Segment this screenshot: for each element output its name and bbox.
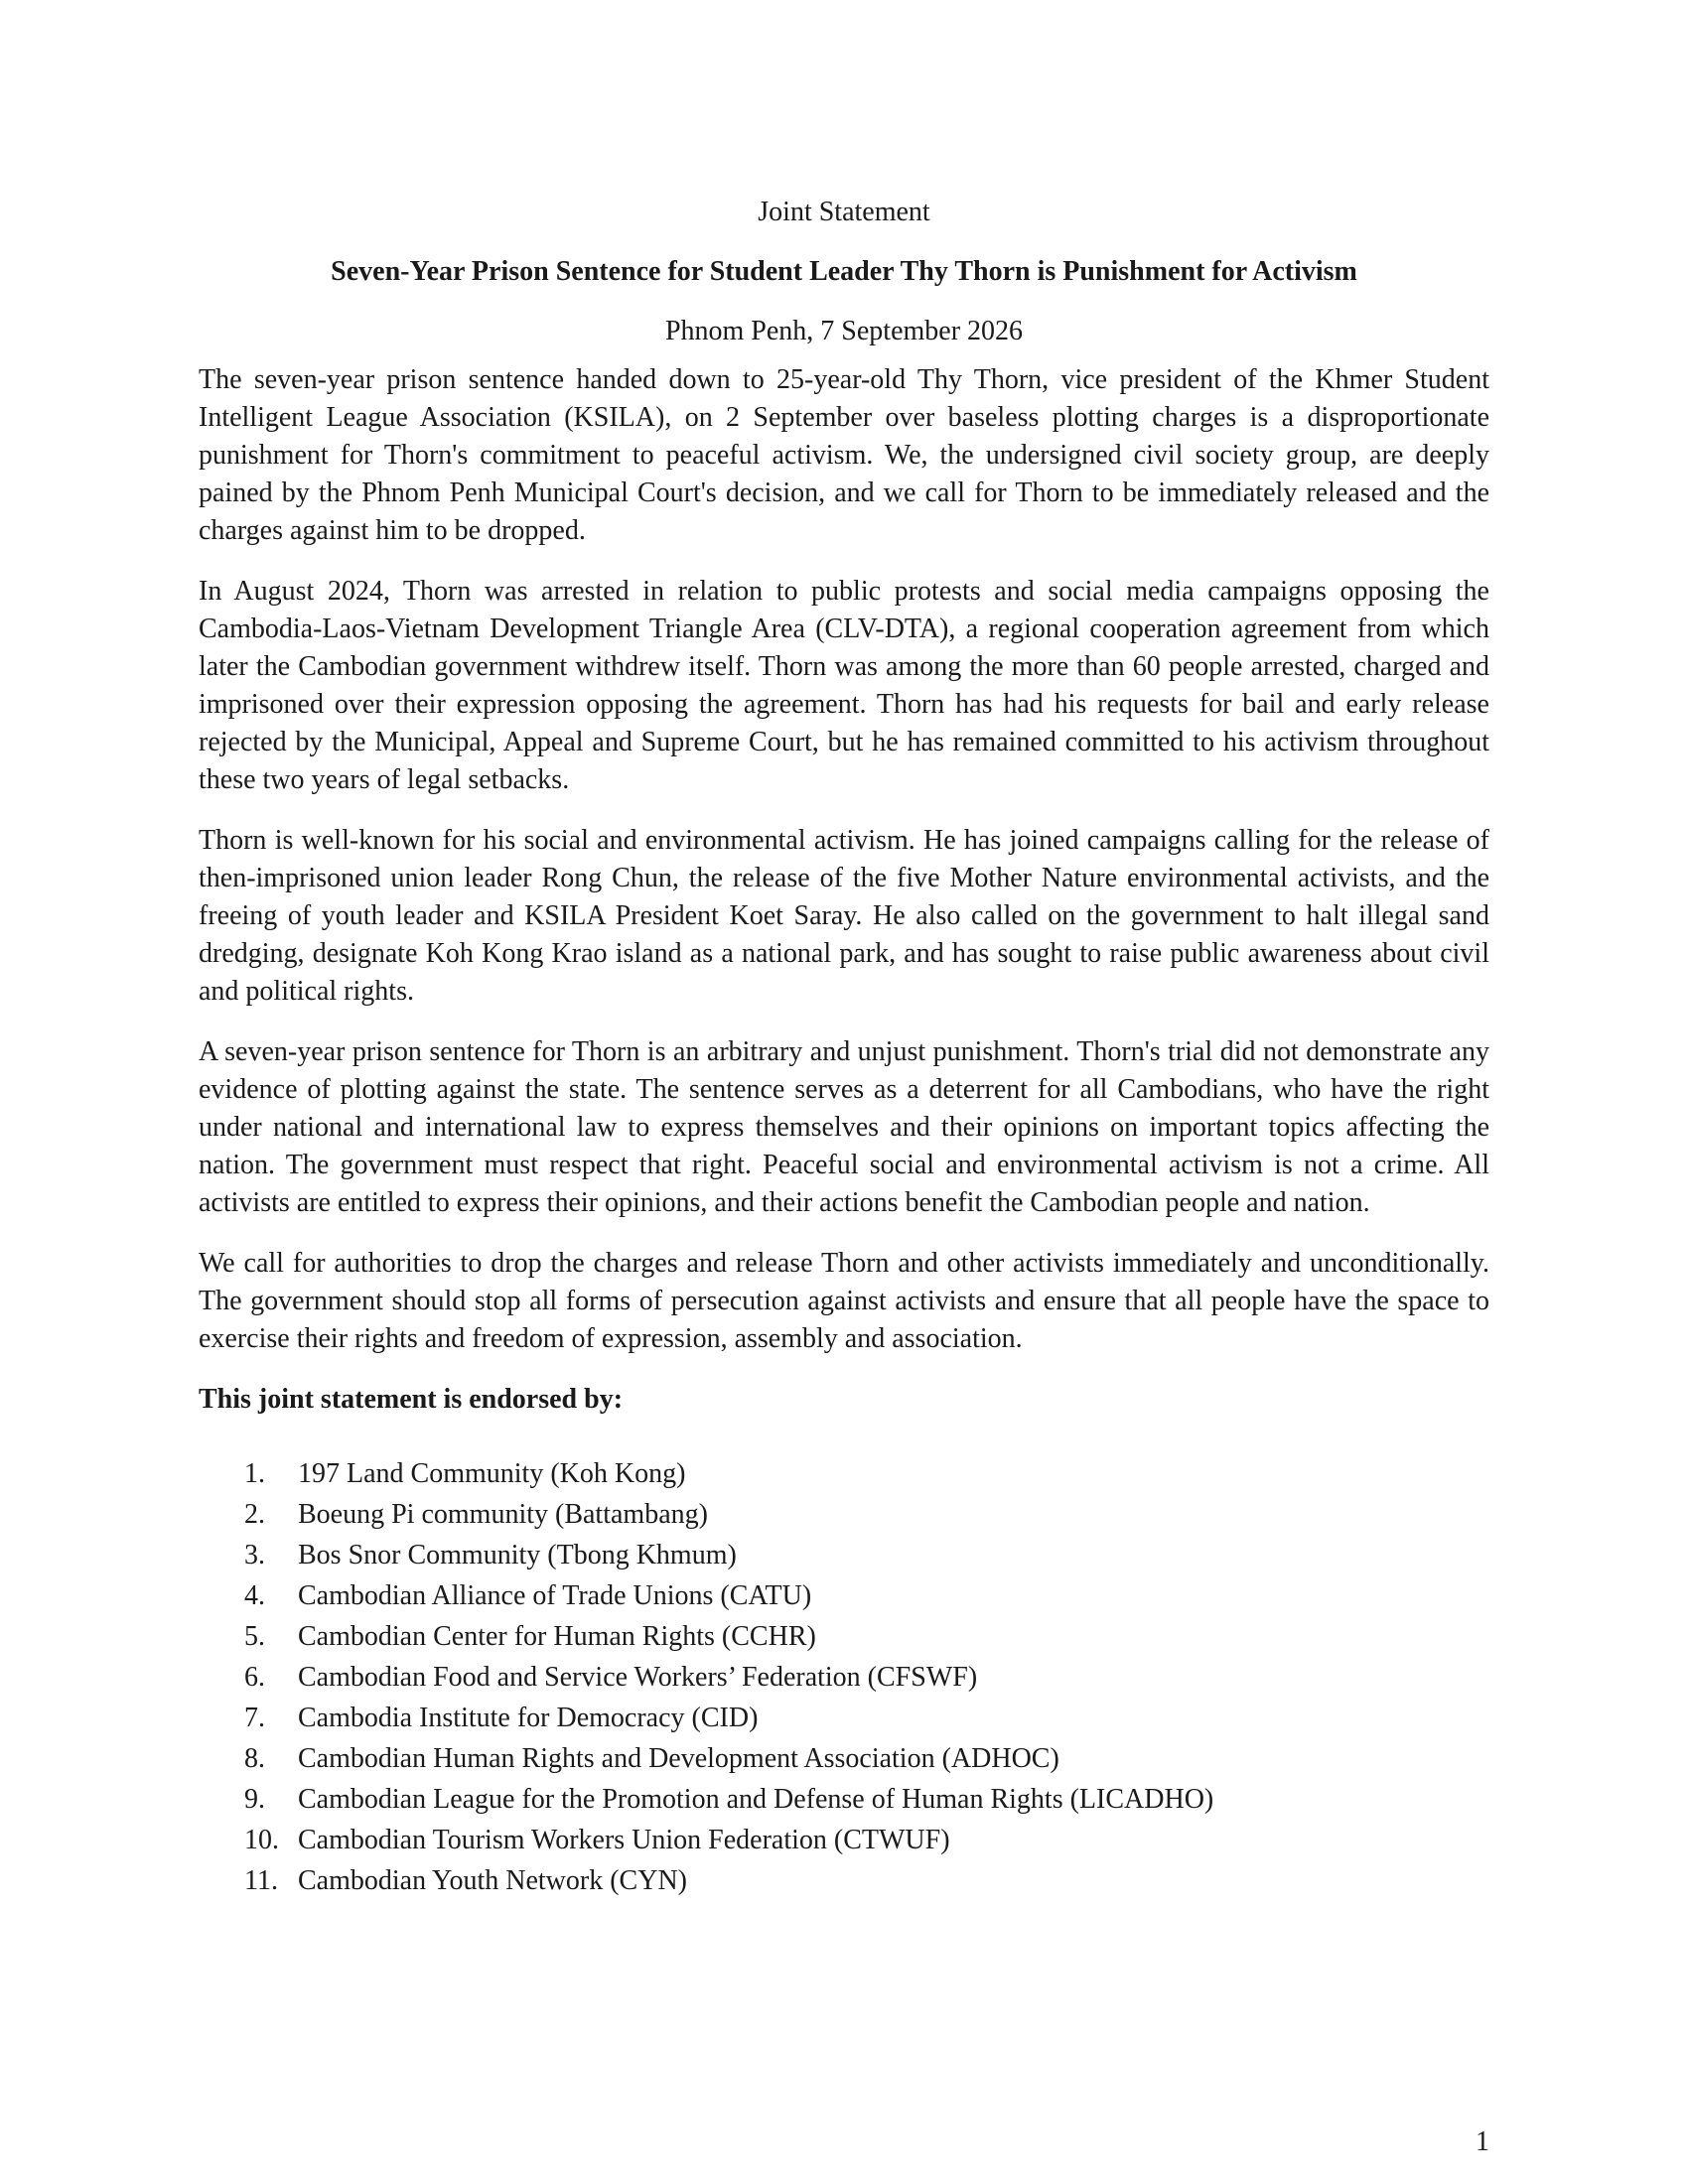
document-page xyxy=(199,195,1489,1901)
endorser-name: Cambodian Alliance of Trade Unions (CATU) xyxy=(298,1580,812,1611)
list-number: 8. xyxy=(244,1743,265,1774)
endorser-name: 197 Land Community (Koh Kong) xyxy=(298,1458,686,1489)
list-item xyxy=(244,1779,1489,1820)
endorsement-heading: This joint statement is endorsed by: xyxy=(199,1384,624,1415)
list-item xyxy=(244,1616,1489,1657)
paragraph-1: The seven-year prison sentence handed down to 25-year-old Thy Thorn, vice president of the Khmer Student Intelligent League Association (KSILA), on 2 September over baseless plotting charges is a disproportionate punishment for Thorn's commitment to peaceful activism. We, the undersigned civil society group, are deeply pained by the Phnom Penh Municipal Court's decision, and we call for Thorn to be immediately released and the charges against him to be dropped. xyxy=(199,364,1489,546)
list-item xyxy=(244,1535,1489,1575)
paragraph-5: We call for authorities to drop the charges and release Thorn and other activists immediately and unconditionally. The government should stop all forms of persecution against activists and ensure that all people have the space to exercise their rights and freedom of expression, assembly and association. xyxy=(199,1248,1489,1354)
endorser-name: Bos Snor Community (Tbong Khmum) xyxy=(298,1540,737,1570)
list-number: 11. xyxy=(244,1865,278,1896)
endorser-name: Cambodia Institute for Democracy (CID) xyxy=(298,1703,759,1733)
list-item xyxy=(244,1575,1489,1616)
paragraph-4: A seven-year prison sentence for Thorn is an arbitrary and unjust punishment. Thorn's trial did not demonstrate any evidence of plotting against the state. The sentence serves as a deterrent for all Cambodians, who have the right under national and international law to express themselves and their opinions on important topics affecting the nation. The government must respect that right. Peaceful social and environmental activism is not a crime. All activists are entitled to express their opinions, and their actions benefit the Cambodian people and nation. xyxy=(199,1036,1489,1218)
list-item xyxy=(244,1494,1489,1535)
list-item xyxy=(244,1453,1489,1494)
endorser-name: Cambodian Human Rights and Development Association (ADHOC) xyxy=(298,1743,1059,1774)
list-number: 9. xyxy=(244,1784,265,1815)
list-number: 5. xyxy=(244,1621,265,1652)
list-number: 3. xyxy=(244,1540,265,1570)
list-number: 2. xyxy=(244,1499,265,1530)
list-item xyxy=(244,1698,1489,1738)
page-number: 1 xyxy=(1476,2126,1489,2157)
endorser-name: Cambodian Youth Network (CYN) xyxy=(298,1865,687,1896)
endorser-name: Cambodian Food and Service Workers’ Federation (CFSWF) xyxy=(298,1662,978,1693)
endorser-name: Boeung Pi community (Battambang) xyxy=(298,1499,708,1530)
endorser-name: Cambodian League for the Promotion and Defense of Human Rights (LICADHO) xyxy=(298,1784,1214,1815)
list-item xyxy=(244,1860,1489,1901)
list-number: 7. xyxy=(244,1703,265,1733)
list-item xyxy=(244,1657,1489,1698)
paragraph-3: Thorn is well-known for his social and environmental activism. He has joined campaigns calling for the release of then-imprisoned union leader Rong Chun, the release of the five Mother Nature environmental activists, and the freeing of youth leader and KSILA President Koet Saray. He also called on the government to halt illegal sand dredging, designate Koh Kong Krao island as a national park, and has sought to raise public awareness about civil and political rights. xyxy=(199,825,1489,1007)
statement-title: Seven-Year Prison Sentence for Student Leader Thy Thorn is Punishment for Activism xyxy=(331,256,1357,287)
paragraph-2: In August 2024, Thorn was arrested in relation to public protests and social media campaigns opposing the Cambodia-Laos-Vietnam Development Triangle Area (CLV-DTA), a regional cooperation agreement from which later the Cambodian government withdrew itself. Thorn was among the more than 60 people arrested, charged and imprisoned over their expression opposing the agreement. Thorn has had his requests for bail and early release rejected by the Municipal, Appeal and Supreme Court, but he has remained committed to his activism throughout these two years of legal setbacks. xyxy=(199,576,1489,795)
list-item xyxy=(244,1820,1489,1860)
endorser-name: Cambodian Tourism Workers Union Federation (CTWUF) xyxy=(298,1825,950,1855)
list-item xyxy=(244,1738,1489,1779)
list-number: 10. xyxy=(244,1825,279,1855)
endorser-name: Cambodian Center for Human Rights (CCHR) xyxy=(298,1621,816,1652)
list-number: 4. xyxy=(244,1580,265,1611)
endorsers-list xyxy=(199,1453,1489,1901)
statement-heading: Joint Statement xyxy=(758,197,930,227)
dateline: Phnom Penh, 7 September 2026 xyxy=(664,316,1024,346)
list-number: 6. xyxy=(244,1662,265,1693)
list-number: 1. xyxy=(244,1458,265,1489)
